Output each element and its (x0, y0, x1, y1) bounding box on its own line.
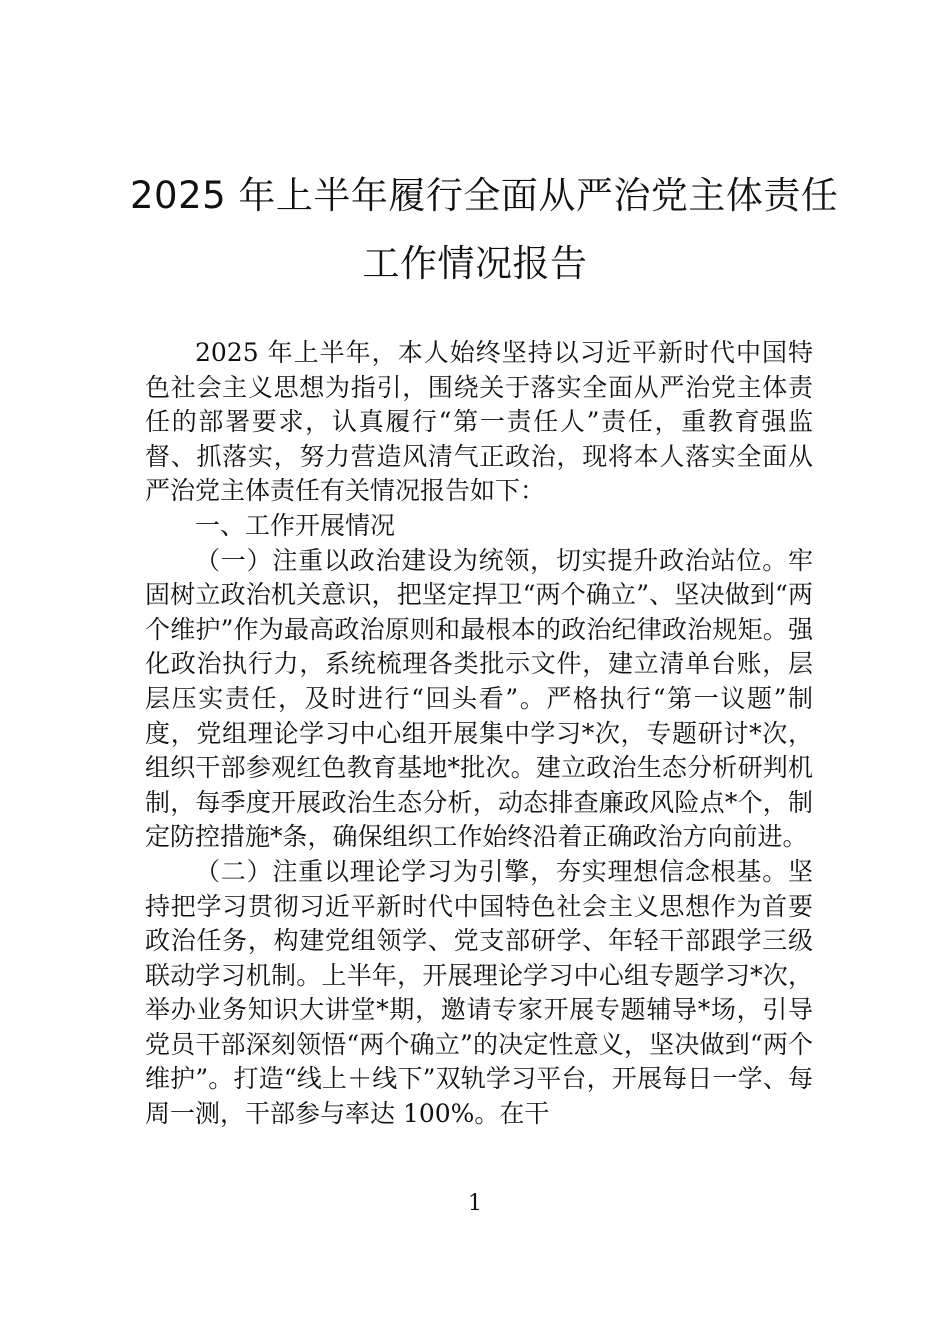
intro-paragraph: 2025 年上半年，本人始终坚持以习近平新时代中国特色社会主义思想为指引，围绕关于落实全面从严治党主体责任的部署要求，认真履行“第一责任人”责任，重教育强监督、抓落实，努力营造风清气正政治，现将本人落实全面从严治党主体责任有关情况报告如下： (145, 338, 813, 506)
document-body (145, 336, 813, 1132)
section-heading: 一、工作开展情况 (195, 510, 396, 540)
document-title-line-2: 工作情况报告 (362, 242, 588, 285)
page-number: 1 (468, 1191, 482, 1216)
document-title-line-1: 2025 年上半年履行全面从严治党主体责任 (130, 174, 839, 217)
subsection-paragraph: （二）注重以理论学习为引擎，夯实理想信念根基。坚持把学习贯彻习近平新时代中国特色社会主义思想作为首要政治任务，构建党组领学、党支部研学、年轻干部跟学三级联动学习机制。上半年，开展理论学习中心组专题学习*次，举办业务知识大讲堂*期，邀请专家开展专题辅导*场，引导党员干部深刻领悟“两个确立”的决定性意义，坚决做到“两个维护”。打造“线上＋线下”双轨学习平台，开展每日一学、每周一测，干部参与率达 100%。在干 (145, 856, 813, 1129)
subsection-paragraph: （一）注重以政治建设为统领，切实提升政治站位。牢固树立政治机关意识，把坚定捍卫“两个确立”、坚决做到“两个维护”作为最高政治原则和最根本的政治纪律政治规矩。强化政治执行力，系统梳理各类批示文件，建立清单台账，层层压实责任，及时进行“回头看”。严格执行“第一议题”制度，党组理论学习中心组开展集中学习*次，专题研讨*次，组织干部参观红色教育基地*批次。建立政治生态分析研判机制，每季度开展政治生态分析，动态排查廉政风险点*个，制定防控措施*条，确保组织工作始终沿着正确政治方向前进。 (145, 545, 813, 852)
